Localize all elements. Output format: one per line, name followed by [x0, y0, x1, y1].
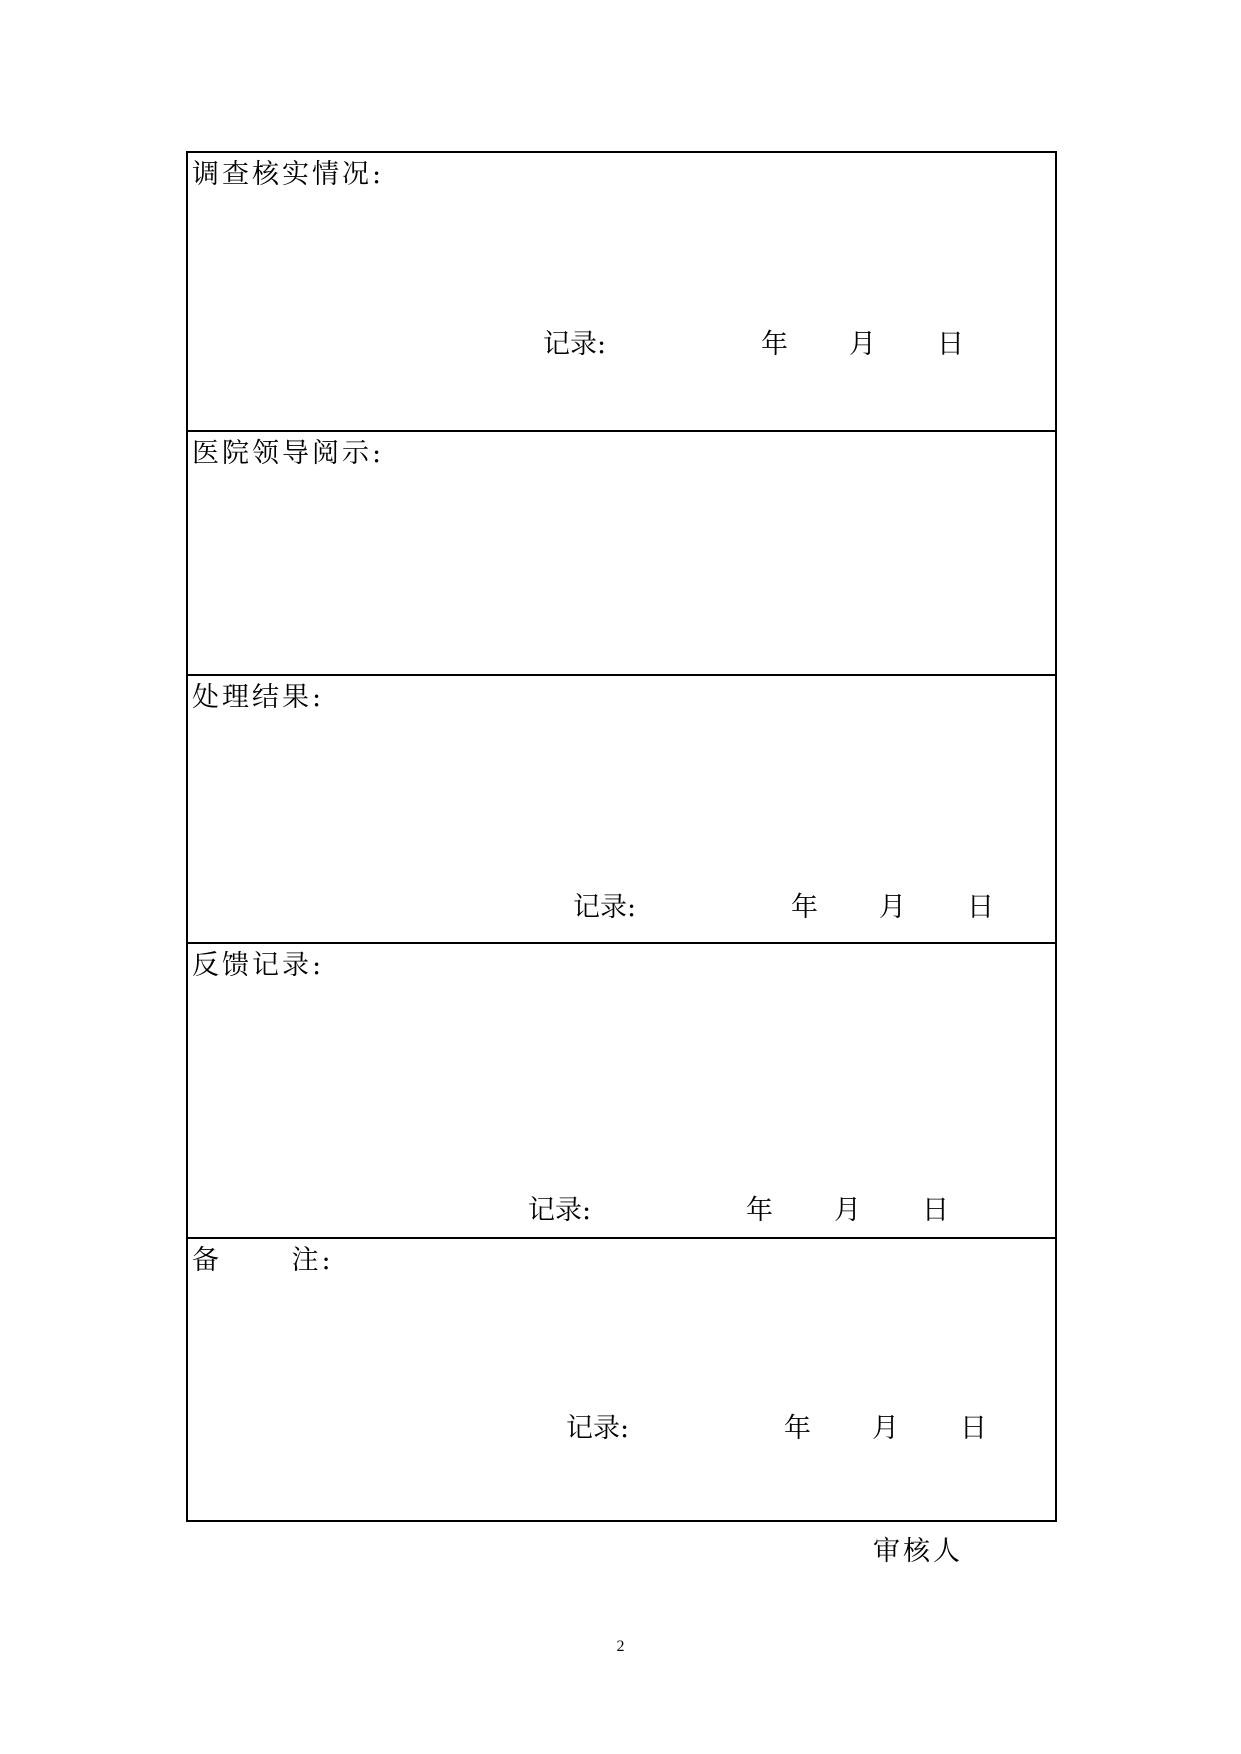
section-handling-result: [188, 674, 1055, 942]
section-feedback: [188, 942, 1055, 1237]
record-label: 记录:: [528, 1195, 592, 1226]
month-label: 月: [879, 892, 906, 923]
day-label: 日: [937, 329, 964, 360]
section-label: 调查核实情况:: [192, 159, 385, 190]
section-label: 备 注:: [192, 1245, 334, 1276]
day-label: 日: [967, 892, 994, 923]
year-label: 年: [761, 329, 788, 360]
day-label: 日: [960, 1413, 987, 1444]
year-label: 年: [791, 892, 818, 923]
section-investigation: [188, 153, 1055, 430]
month-label: 月: [849, 329, 876, 360]
form-table: [186, 151, 1057, 1522]
reviewer-label: 审核人: [873, 1536, 963, 1567]
section-leader-review: [188, 430, 1055, 674]
section-label: 医院领导阅示:: [192, 438, 385, 469]
year-label: 年: [784, 1413, 811, 1444]
record-label: 记录:: [543, 329, 607, 360]
month-label: 月: [834, 1195, 861, 1226]
record-label: 记录:: [573, 892, 637, 923]
day-label: 日: [922, 1195, 949, 1226]
section-label: 反馈记录:: [192, 950, 325, 981]
year-label: 年: [746, 1195, 773, 1226]
section-remarks: [188, 1237, 1055, 1520]
section-label: 处理结果:: [192, 682, 325, 713]
month-label: 月: [872, 1413, 899, 1444]
record-label: 记录:: [566, 1413, 630, 1444]
page-number: 2: [616, 1638, 625, 1655]
